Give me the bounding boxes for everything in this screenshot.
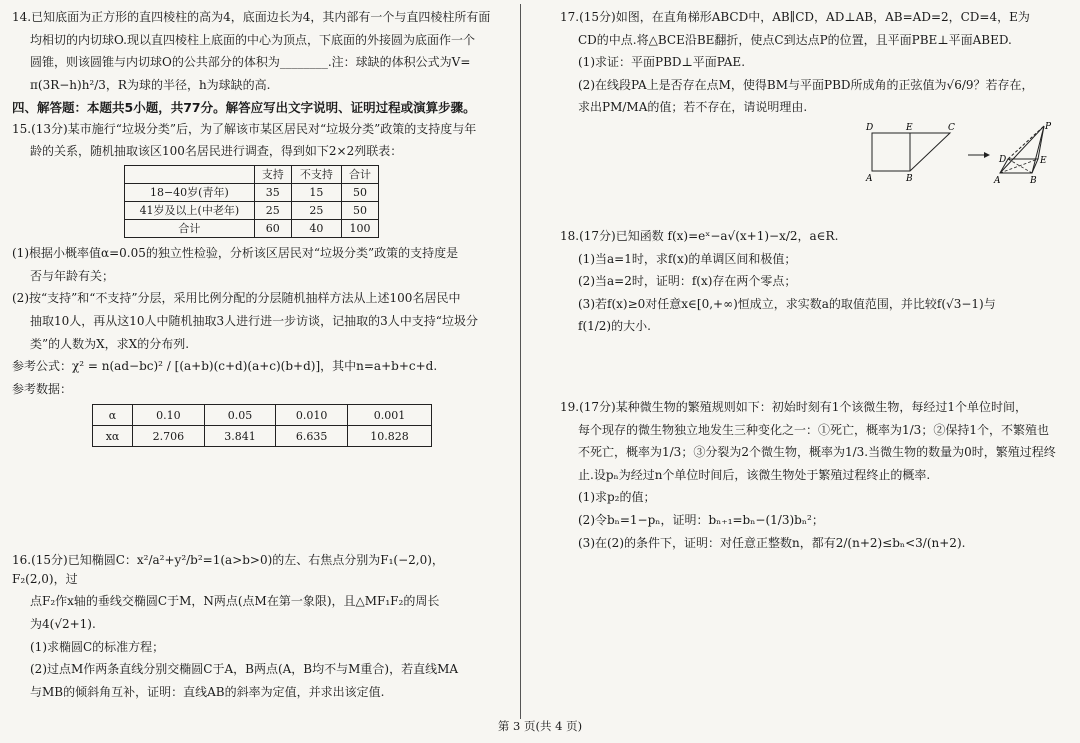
q17-line2: CD的中点.将△BCE沿BE翻折，使点C到达点P的位置，且平面PBE⊥平面ABED.: [578, 32, 1012, 47]
label-d: D: [866, 122, 874, 133]
q16-line3: 为4(√2+1).: [30, 617, 96, 632]
table-header-row: [93, 405, 432, 426]
question-19: [560, 398, 1060, 552]
q19-part1: (1)求p₂的值；: [578, 490, 656, 505]
contingency-table: [124, 165, 379, 238]
q18-part1: (1)当a=1时，求f(x)的单调区间和极值；: [578, 251, 797, 266]
question-18: [560, 227, 1060, 336]
question-16: [12, 551, 494, 701]
table-cell: 100: [341, 220, 378, 238]
answer-space: [560, 340, 1060, 398]
q19-line2: 每个现存的微生物独立地发生三种变化之一：①死亡，概率为1/3；②保持1个，不繁殖也: [578, 422, 1049, 437]
q17-part2-line1: (2)在线段PA上是否存在点M，使得BM与平面PBD所成角的正弦值为√6/9？若存在，: [578, 77, 1034, 92]
q14-line3: 圆锥，则该圆锥与内切球O的公共部分的体积为________.注：球缺的体积公式为V=: [30, 55, 471, 70]
q18-line1: 18.(17分)已知函数 f(x)=eˣ−a√(x+1)−x/2，a∈R.: [560, 228, 839, 243]
q14-line4: π(3R−h)h²/3，R为球的半径，h为球缺的高.: [30, 77, 271, 92]
table-cell: α: [93, 405, 133, 426]
answer-space: [560, 191, 1060, 227]
table-cell: 0.05: [204, 405, 276, 426]
q15-ref-title: 参考数据：: [12, 381, 73, 396]
table-cell: 2.706: [133, 426, 205, 447]
label-e: E: [906, 122, 913, 133]
geometry-figure: [860, 121, 1060, 191]
q15-line2: 龄的关系，随机抽取该区100名居民进行调查，得到如下2×2列联表：: [30, 144, 403, 159]
folding-figures: [560, 121, 1060, 191]
table-cell: 合计: [341, 165, 378, 183]
table-cell: 0.001: [347, 405, 431, 426]
label-d2: D: [999, 154, 1007, 165]
section-4-heading: 四、解答题：本题共5小题，共77分。解答应写出文字说明、证明过程或演算步骤。: [12, 100, 476, 116]
label-b2: B: [1030, 175, 1037, 186]
label-a2: A: [994, 175, 1001, 186]
q16-part2-line1: (2)过点M作两条直线分别交椭圆C于A，B两点(A，B均不与M重合)，若直线MA: [30, 662, 459, 677]
q15-line1: 15.(13分)某市施行“垃圾分类”后，为了解该市某区居民对“垃圾分类”政策的支持度与年: [12, 121, 477, 136]
table-cell: 支持: [254, 165, 291, 183]
page-footer: 第 3 页(共 4 页): [497, 719, 583, 733]
q16-part1: (1)求椭圆C的标准方程；: [30, 639, 165, 654]
q14-line1: 14.已知底面为正方形的直四棱柱的高为4，底面边长为4，其内部有一个与直四棱柱所有面: [12, 10, 491, 24]
table-cell: [125, 165, 255, 183]
label-p: P: [1045, 121, 1052, 132]
table-cell: 35: [254, 183, 291, 201]
table-cell: xα: [93, 426, 133, 447]
table-cell: 50: [341, 183, 378, 201]
q17-part2-line2: 求出PM/MA的值；若不存在，请说明理由.: [578, 100, 808, 115]
left-column: [12, 8, 494, 705]
arrow-head: [984, 152, 990, 158]
q19-line1: 19.(17分)某种微生物的繁殖规则如下：初始时刻有1个该微生物，每经过1个单位时间，: [560, 399, 1027, 414]
q16-line2: 点F₂作x轴的垂线交椭圆C于M，N两点(点M在第一象限)，且△MF₁F₂的周长: [30, 594, 440, 609]
critical-values-table: [92, 404, 432, 447]
q19-part2: (2)令bₙ=1−pₙ，证明：bₙ₊₁=bₙ−(1/3)bₙ²；: [578, 512, 824, 527]
table-cell: 18−40岁(青年): [125, 183, 255, 201]
q19-line3: 不死亡，概率为1/3；③分裂为2个微生物，概率为1/3.当微生物的数量为0时，繁殖过程终: [578, 445, 1056, 460]
column-divider: [520, 4, 521, 719]
table-row: [125, 202, 379, 220]
table-cell: 40: [291, 220, 341, 238]
table-header-row: [125, 165, 379, 183]
table-cell: 合计: [125, 220, 255, 238]
table-cell: 50: [341, 202, 378, 220]
right-column: [560, 8, 1060, 556]
q15-part2-line2: 抽取10人，再从这10人中随机抽取3人进行进一步访谈，记抽取的3人中支持“垃圾分: [30, 313, 478, 328]
table-cell: 0.10: [133, 405, 205, 426]
table-cell: 0.010: [276, 405, 348, 426]
q18-part3-line1: (3)若f(x)≥0对任意x∈[0,+∞)恒成立，求实数a的取值范围，并比较f(√3−1)与: [578, 296, 996, 311]
question-15: [12, 120, 494, 448]
table-cell: 25: [291, 202, 341, 220]
q15-part1-line1: (1)根据小概率值α=0.05的独立性检验，分析该区居民对“垃圾分类”政策的支持度是: [12, 246, 459, 261]
label-b: B: [906, 173, 913, 184]
segment-pa: [1000, 126, 1044, 173]
q15-part2-line3: 类”的人数为X，求X的分布列.: [30, 336, 190, 351]
table-cell: 41岁及以上(中老年): [125, 202, 255, 220]
q14-line2: 均相切的内切球O.现以直四棱柱上底面的中心为顶点，下底面的外接圆为底面作一个: [30, 32, 475, 47]
q15-part2-line1: (2)按“支持”和“不支持”分层，采用比例分配的分层随机抽样方法从上述100名居民中: [12, 291, 461, 306]
q18-part3-line2: f(1/2)的大小.: [578, 319, 651, 334]
q19-part3: (3)在(2)的条件下，证明：对任意正整数n，都有2/(n+2)≤bₙ<3/(n+2).: [578, 535, 966, 550]
q15-formula: 参考公式：χ² = n(ad−bc)² / [(a+b)(c+d)(a+c)(b+d)]，其中n=a+b+c+d.: [12, 359, 438, 374]
question-17: [560, 8, 1060, 191]
q19-line4: 止.设pₙ为经过n个单位时间后，该微生物处于繁殖过程终止的概率.: [578, 467, 931, 482]
q17-line1: 17.(15分)如图，在直角梯形ABCD中，AB∥CD，AD⊥AB，AB=AD=2，CD=4，E为: [560, 10, 1030, 24]
table-cell: 不支持: [291, 165, 341, 183]
q17-part1: (1)求证：平面PBD⊥平面PAE.: [578, 55, 746, 70]
table-row: [125, 220, 379, 238]
table-cell: 10.828: [347, 426, 431, 447]
question-14: [12, 8, 494, 94]
q15-part1-line2: 否与年龄有关；: [30, 268, 115, 283]
table-cell: 6.635: [276, 426, 348, 447]
trapezoid-shape: [872, 133, 950, 171]
q16-line1: 16.(15分)已知椭圆C：x²/a²+y²/b²=1(a>b>0)的左、右焦点分别为F₁(−2,0)，F₂(2,0)，过: [12, 553, 444, 586]
q18-part2: (2)当a=2时，证明：f(x)存在两个零点；: [578, 274, 797, 289]
table-row: [125, 183, 379, 201]
table-cell: 3.841: [204, 426, 276, 447]
table-cell: 60: [254, 220, 291, 238]
table-cell: 15: [291, 183, 341, 201]
label-a: A: [866, 173, 873, 184]
answer-space: [12, 453, 494, 551]
table-cell: 25: [254, 202, 291, 220]
q16-part2-line2: 与MB的倾斜角互补，证明：直线AB的斜率为定值，并求出该定值.: [30, 684, 385, 699]
table-row: [93, 426, 432, 447]
label-e2: E: [1040, 155, 1047, 166]
label-c: C: [948, 122, 955, 133]
